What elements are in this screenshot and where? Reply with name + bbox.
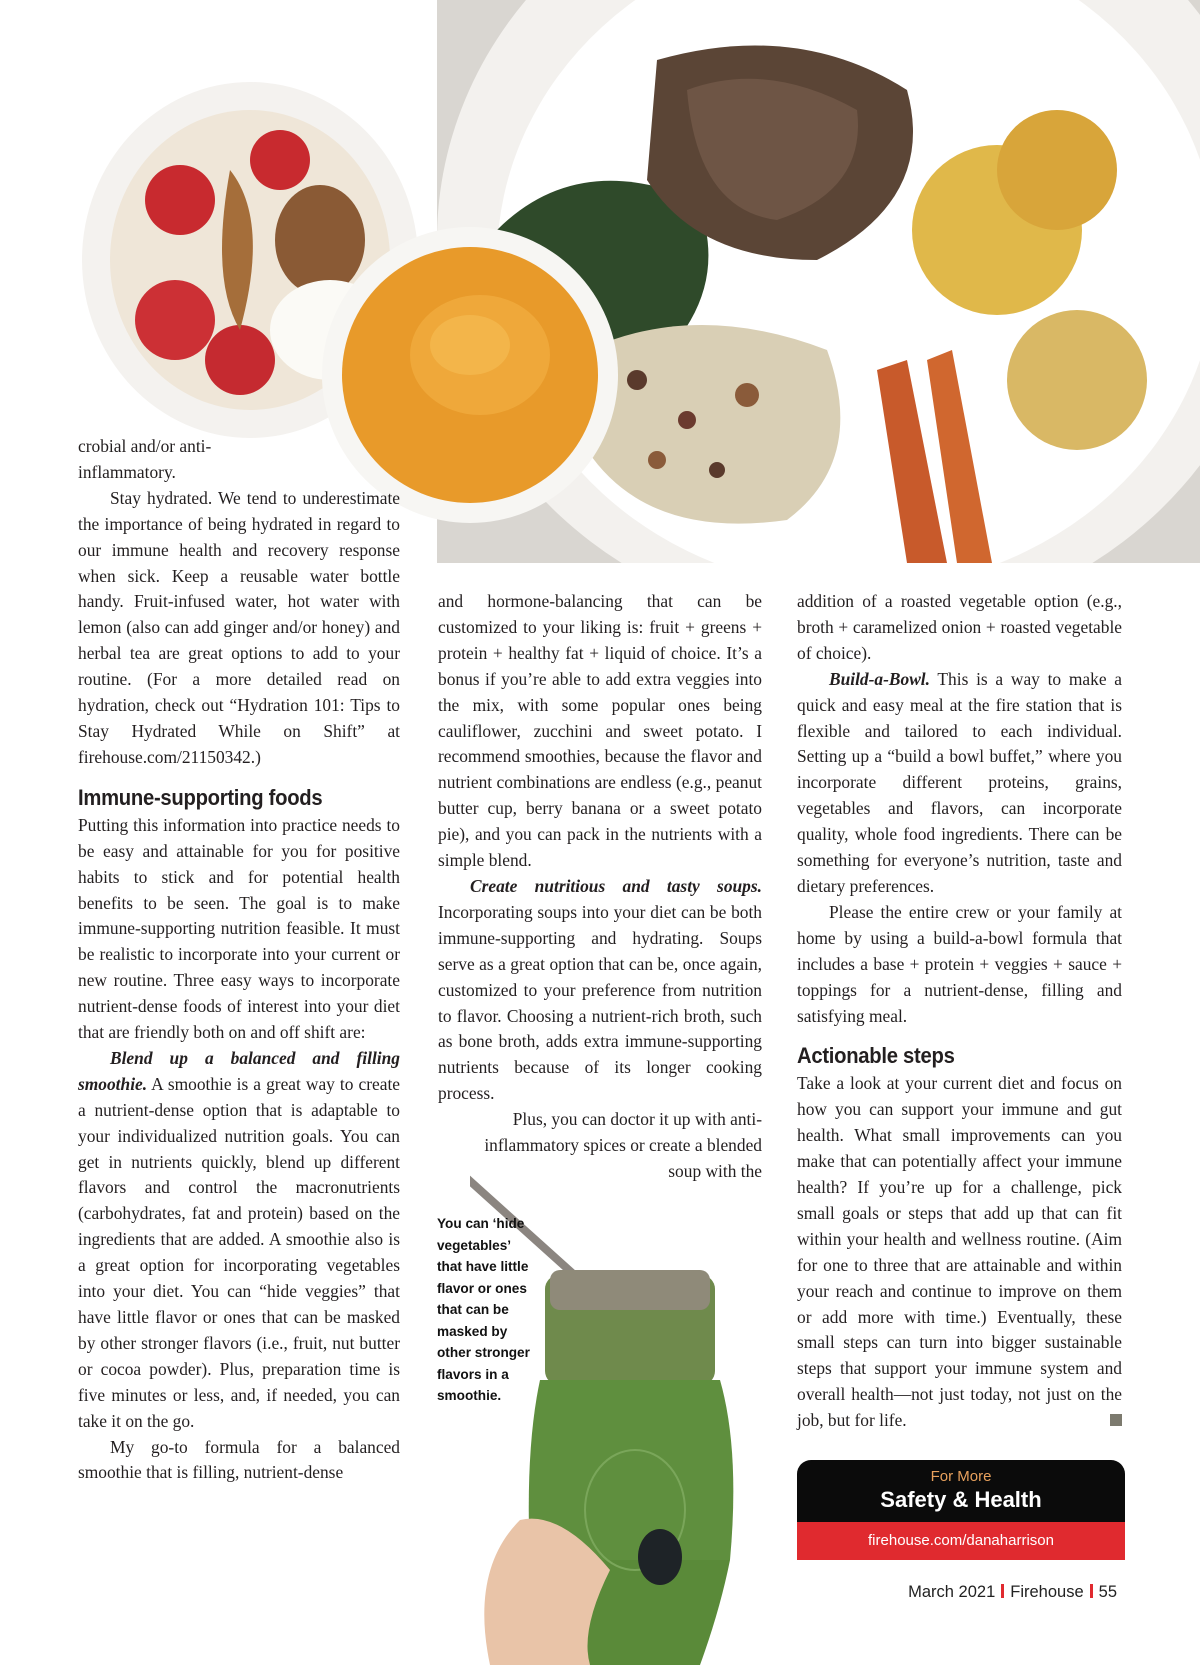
paragraph: addition of a roasted vegetable option (e.g., broth + caramelized onion + roasted vegetable of choice). [797, 591, 1122, 663]
paragraph: Take a look at your current diet and focus on how you can support your immune and gut health. What small improvements can you make that can potentially affect your immune health? If you’re up for a challenge, pick small goals or steps that add up that can fit within your health and wellness routine. (Aim for one to three that are attainable and within your reach and continue to improve on them or add more with time.) Eventually, these small steps can turn into bigger sustainable steps that support your immune system and overall health—not just today, not just on the job, but for life. [797, 1073, 1122, 1431]
promo-header [797, 1460, 1125, 1522]
promo-title: Safety & Health [880, 1487, 1042, 1512]
paragraph: Blend up a balanced and filling smoothie. A smoothie is a great way to create a nutrient-dense option that is adaptable to your individualized nutrition goals. You can get in nutrients quickly, blend up different flavors and control the macronutrients (carbohydrates, fat and protein) based on the ingredients that are added. A smoothie also is a great option for incorporating vegetables into your diet. You can “hide veggies” that have little flavor or ones that can be masked by other stronger flavors (i.e., fruit, nut butter or cocoa powder). Plus, preparation time is five minutes or less, and, if needed, you can take it on the go. [78, 1047, 400, 1431]
article-column-3 [797, 589, 1122, 1434]
photo-caption: You can ‘hide vegetables’ that have little flavor or ones that can be masked by other stronger flavors in a smoothie. [437, 1216, 530, 1403]
promo-kicker: For More [930, 1468, 992, 1485]
paragraph: Stay hydrated. We tend to underestimate the importance of being hydrated in regard to our immune health and recovery response when sick. Keep a reusable water bottle handy. Fruit-infused water, hot water with lemon (also can add ginger and/or honey) and herbal tea are great options to add to your routine. (For a more detailed read on hydration, check out “Hydration 101: Tips to Stay Hydrated While on Shift” at firehouse.com/21150342.) [78, 487, 400, 767]
page-number: 55 [1098, 1583, 1117, 1601]
page-footer [908, 1583, 1117, 1602]
paragraph: Plus, you can doctor it up with anti-inflammatory spices or create a blended soup with the [484, 1109, 762, 1181]
paragraph: Please the entire crew or your family at home by using a build-a-bowl formula that includes a base + protein + veggies + sauce + toppings for a nutrient-dense, filling and satisfying meal. [797, 901, 1122, 1026]
paragraph: Create nutritious and tasty soups. Incorporating soups into your diet can be both immune-supporting and hydrating. Soups serve as a great option that can be, once again, customized to your preference from nutrition to flavor. Choosing a nutrient-rich broth, such as bone broth, adds extra immune-supporting nutrients because of its longer cooking process. [438, 875, 762, 1104]
separator-bar [1001, 1584, 1004, 1598]
promo-link[interactable]: firehouse.com/danaharrison [797, 1522, 1125, 1560]
paragraph: crobial and/or anti-inflammatory. [78, 436, 212, 482]
lead-in: Blend up a balanced and filling smoothie. [78, 1047, 400, 1094]
section-heading: Immune-supporting foods [78, 784, 323, 810]
section-heading: Actionable steps [797, 1043, 955, 1069]
issue-date: March 2021 [908, 1583, 996, 1601]
lead-in: Build-a-Bowl. [829, 668, 930, 689]
paragraph: and hormone-balancing that can be customized to your liking is: fruit + greens + protein + healthy fat + liquid of choice. It’s a bonus if you’re able to add extra veggies into the mix, with some popular ones being cauliflower, zucchini and sweet potato. I recommend smoothies, because the flavor and nutrient combinations are endless (e.g., peanut butter cup, berry banana or a sweet potato pie), and you can pack in the nutrients with a simple blend. [438, 591, 762, 871]
separator-bar [1090, 1584, 1093, 1598]
end-mark-icon [1110, 1414, 1122, 1426]
article-column-1 [78, 434, 400, 1486]
magazine-name: Firehouse [1010, 1583, 1084, 1601]
paragraph: Build-a-Bowl. This is a way to make a quick and easy meal at the fire station that is flexible and tailored to each individual. Setting up a “build a bowl buffet,” where you incorporate different proteins, grains, vegetables and flavors, can incorporate quality, whole food ingredients. There can be something for everyone’s nutrition, taste and dietary preferences. [797, 668, 1122, 896]
article-column-2 [438, 589, 762, 1185]
lead-in: Create nutritious and tasty soups. [470, 875, 762, 896]
promo-box[interactable] [797, 1460, 1125, 1560]
paragraph: My go-to formula for a balanced smoothie that is filling, nutrient-dense [78, 1436, 400, 1483]
paragraph: Putting this information into practice needs to be easy and attainable for you for positive habits to stick and for potential health benefits to be seen. The goal is to make immune-supporting nutrition feasible. It must be realistic to incorporate into your current or new routine. Three easy ways to incorporate nutrient-dense foods of interest into your diet that are friendly both on and off shift are: [78, 814, 400, 1043]
